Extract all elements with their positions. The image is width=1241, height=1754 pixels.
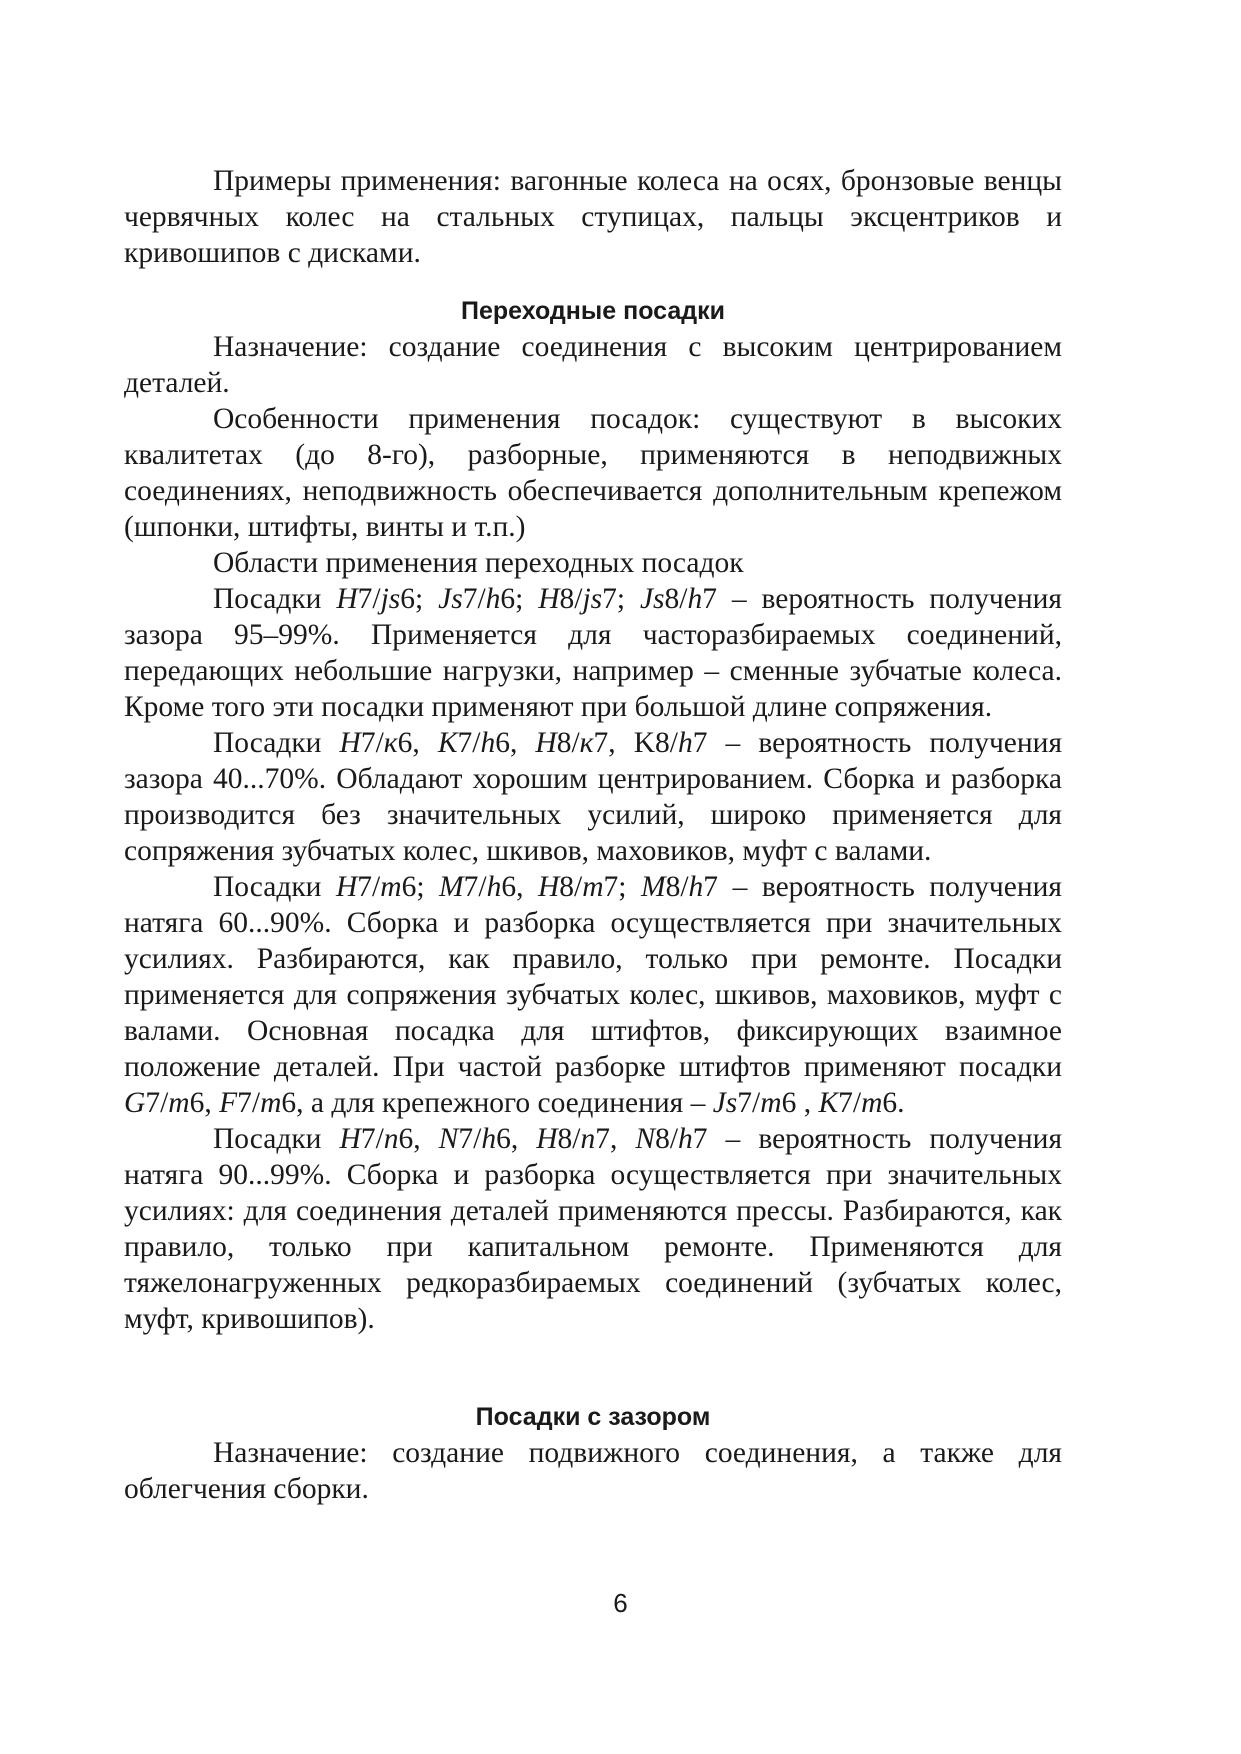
fit-end: 7 [692, 727, 708, 759]
fits-paragraph-3 [124, 869, 1062, 1121]
fit-shaft: m [168, 1087, 190, 1119]
fits-description: – вероятность получения натяга 60...90%. Сборка и разборка осуществляется при значительных усилиях. Разбираются, как правило, только при ремонте. Посадки применяется для сопряжения зубчатых колес, шкивов, маховиков, муфт с валами. Основная посадка для штифтов, фиксирующих взаимное положение деталей. При частой разборке штифтов применяют посадки [124, 871, 1063, 1083]
fit-hole: M [641, 871, 666, 903]
fit-end: 6 , [781, 1087, 819, 1119]
fit-mid: 8/ [664, 583, 688, 615]
fit-end: 7 [702, 583, 717, 615]
fit-end: 6, [189, 1087, 220, 1119]
fit-mid: 8/ [559, 583, 583, 615]
fit-shaft: js [582, 583, 603, 615]
fit-mid: 7/ [237, 1087, 261, 1119]
fit-hole: H [535, 727, 557, 759]
fit-mid: 7/ [357, 871, 381, 903]
fit-shaft: m [260, 1087, 282, 1119]
fit-end: 6, [398, 1123, 439, 1155]
fit-mid: 7/ [462, 583, 486, 615]
fit-mid: 8/ [559, 871, 583, 903]
fit-end: 6, [501, 871, 538, 903]
page-number: 6 [613, 1588, 628, 1618]
fit-shaft: h [677, 727, 693, 759]
fit-mid: 7/ [463, 871, 487, 903]
fit-end: 6, [397, 727, 438, 759]
fits-prefix: Посадки [213, 583, 337, 615]
fit-hole: K [818, 1087, 839, 1119]
fit-mid: 7/ [737, 1087, 761, 1119]
fit-shaft: h [678, 1123, 693, 1155]
fit-end: 6, [496, 1123, 537, 1155]
fit-end: 7; [603, 871, 642, 903]
fit-hole: K [437, 727, 458, 759]
fit-shaft: к [579, 727, 594, 759]
fit-mid: 7/ [838, 1087, 862, 1119]
fit-shaft: h [486, 871, 502, 903]
fit-shaft: n [383, 1123, 399, 1155]
fit-plain: K8/ [633, 727, 678, 759]
fit-shaft: h [480, 727, 496, 759]
fit-hole: N [438, 1123, 459, 1155]
fit-end: 6 [281, 1087, 297, 1119]
fit-mid: 8/ [556, 727, 580, 759]
fits-prefix: Посадки [213, 1123, 340, 1155]
fit-hole: H [538, 583, 560, 615]
fit-shaft: js [380, 583, 401, 615]
fit-shaft: h [687, 583, 703, 615]
section-heading-transition-fits: Переходные посадки [460, 297, 725, 325]
fit-end: 6; [400, 583, 439, 615]
fit-end: 6; [500, 583, 539, 615]
fit-mid: 8/ [557, 1123, 581, 1155]
fit-hole: H [536, 1123, 558, 1155]
fit-shaft: m [760, 1087, 782, 1119]
fit-mid: 7/ [360, 1123, 384, 1155]
fits-paragraph-4 [124, 1121, 1062, 1337]
fit-mid: 7/ [457, 727, 481, 759]
transition-features-paragraph: Особенности применения посадок: существуют в высоких квалитетах (до 8-го), разборные, применяются в неподвижных соединениях, неподвижность обеспечивается дополнительным крепежом (шпонки, штифты, винты и т.п.) [124, 403, 1062, 543]
transition-areas-title: Области применения переходных посадок [213, 547, 744, 579]
section-heading-clearance-fits: Посадки с зазором [475, 1403, 711, 1431]
document-page [124, 163, 1062, 1507]
fit-end: 6, [495, 727, 536, 759]
fit-end: 7 [692, 1123, 708, 1155]
fit-end: 7, [593, 727, 634, 759]
fits-description: – вероятность получения натяга 90...99%. Сборка и разборка осуществляется при значительных усилиях: для соединения деталей применяются прессы. Разбираются, как правило, только при капитальном ремонте. Применяются для тяжелонагруженных редкоразбираемых соединений (зубчатых колес, муфт, кривошипов). [124, 1123, 1063, 1335]
fit-hole: H [335, 871, 358, 903]
fit-mid: 8/ [655, 1123, 679, 1155]
fit-end: 7 [703, 871, 719, 903]
fits-prefix: Посадки [213, 871, 336, 903]
fit-shaft: h [485, 583, 501, 615]
fit-hole: H [339, 1123, 361, 1155]
fit-shaft: к [383, 727, 398, 759]
clearance-purpose-paragraph: Назначение: создание подвижного соединения, а также для облегчения сборки. [124, 1437, 1062, 1505]
fit-mid: 7/ [145, 1087, 169, 1119]
fit-shaft: m [861, 1087, 883, 1119]
fits-mid-text: , а для крепежного соединения – [296, 1087, 713, 1119]
fit-hole: Js [438, 583, 463, 615]
fit-hole: H [537, 871, 560, 903]
fit-hole: H [339, 727, 361, 759]
fit-hole: G [124, 1087, 146, 1119]
fit-shaft: m [582, 871, 604, 903]
fit-shaft: h [688, 871, 704, 903]
fit-hole: Js [712, 1087, 738, 1119]
fit-hole: N [635, 1123, 656, 1155]
fit-end: 7; [602, 583, 640, 615]
fit-shaft: n [580, 1123, 596, 1155]
fits-paragraph-1 [124, 581, 1062, 725]
examples-paragraph: Примеры применения: вагонные колеса на осях, бронзовые венцы червячных колес на стальных ступицах, пальцы эксцентриков и кривошипов с дисками. [124, 165, 1062, 269]
fit-shaft: m [380, 871, 402, 903]
transition-purpose-paragraph: Назначение: создание соединения с высоким центрированием деталей. [124, 331, 1062, 399]
fit-mid: 7/ [357, 583, 381, 615]
fit-mid: 7/ [458, 1123, 482, 1155]
fit-end: 6; [401, 871, 440, 903]
fit-hole: M [439, 871, 464, 903]
fits-description: – вероятность получения зазора 40...70%. Обладают хорошим центрированием. Сборка и разборка производится без значительных усилий, широко применяется для сопряжения зубчатых колес, шкивов, маховиков, муфт с валами. [124, 727, 1063, 867]
fit-hole: F [219, 1087, 238, 1119]
fit-end: 6. [882, 1087, 905, 1119]
fit-mid: 8/ [665, 871, 689, 903]
fit-hole: H [336, 583, 358, 615]
fit-hole: Js [639, 583, 665, 615]
fit-mid: 7/ [360, 727, 384, 759]
fit-shaft: h [481, 1123, 497, 1155]
fit-end: 7, [595, 1123, 636, 1155]
fits-description: – вероятность получения зазора 95–99%. Применяется для часторазбираемых соединений, передающих небольшие нагрузки, например – сменные зубчатые колеса. Кроме того эти посадки применяют при большой длине сопряжения. [124, 583, 1062, 723]
fits-prefix: Посадки [213, 727, 340, 759]
fits-paragraph-2 [124, 725, 1062, 869]
